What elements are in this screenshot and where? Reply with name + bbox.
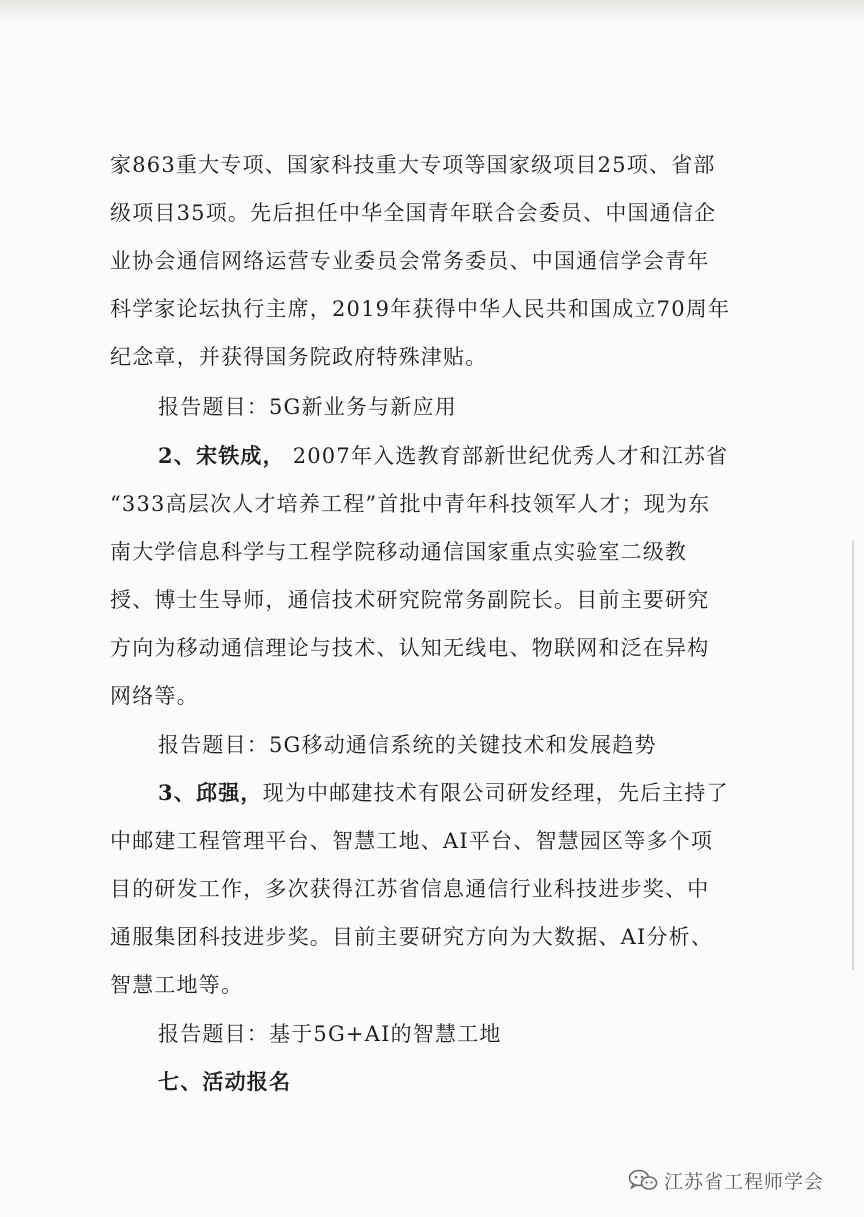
scan-edge-mark: [852, 540, 854, 970]
report-title-1: 报告题目：5G新业务与新应用: [158, 395, 457, 419]
text-line: 智慧工地等。: [110, 973, 244, 997]
speaker-2-line: [158, 437, 728, 475]
speaker-2-heading: 2、宋铁成，: [158, 443, 285, 468]
text-line: 目的研发工作，多次获得江苏省信息通信行业科技进步奖、中: [110, 877, 710, 901]
text-line: 科学家论坛执行主席，2019年获得中华人民共和国成立70周年: [110, 297, 731, 321]
text-line: 纪念章，并获得国务院政府特殊津贴。: [110, 345, 488, 369]
speaker-3-heading: 3、邱强，: [158, 780, 263, 805]
text-line: 级项目35项。先后担任中华全国青年联合会委员、中国通信企: [110, 201, 717, 225]
watermark: [628, 1164, 824, 1196]
text-line: 家863重大专项、国家科技重大专项等国家级项目25项、省部: [110, 153, 716, 177]
text-line: 中邮建工程管理平台、智慧工地、AI平台、智慧园区等多个项: [110, 829, 714, 853]
report-title-3: 报告题目：基于5G+AI的智慧工地: [158, 1022, 502, 1046]
text-line: 通服集团科技进步奖。目前主要研究方向为大数据、AI分析、: [110, 925, 714, 949]
text-line: 方向为移动通信理论与技术、认知无线电、物联网和泛在异构: [110, 636, 710, 660]
text-line: 授、博士生导师，通信技术研究院常务副院长。目前主要研究: [110, 588, 710, 612]
speaker-3-text: 现为中邮建技术有限公司研发经理，先后主持了: [262, 781, 729, 805]
section-heading: 七、活动报名: [158, 1069, 292, 1094]
watermark-text: 江苏省工程师学会: [664, 1170, 825, 1193]
speaker-2-text: 2007年入选教育部新世纪优秀人才和江苏省: [284, 444, 729, 468]
speaker-3-line: [158, 774, 729, 812]
text-line: 业协会通信网络运营专业委员会常务委员、中国通信学会青年: [110, 249, 710, 273]
text-line: 网络等。: [110, 684, 199, 708]
report-title-2: 报告题目：5G移动通信系统的关键技术和发展趋势: [158, 733, 657, 757]
text-line: 南大学信息科学与工程学院移动通信国家重点实验室二级教: [110, 540, 688, 564]
wechat-icon: [628, 1168, 658, 1192]
scan-shadow: [0, 0, 864, 22]
text-line: “333高层次人才培养工程”首批中青年科技领军人才；现为东: [110, 492, 711, 516]
